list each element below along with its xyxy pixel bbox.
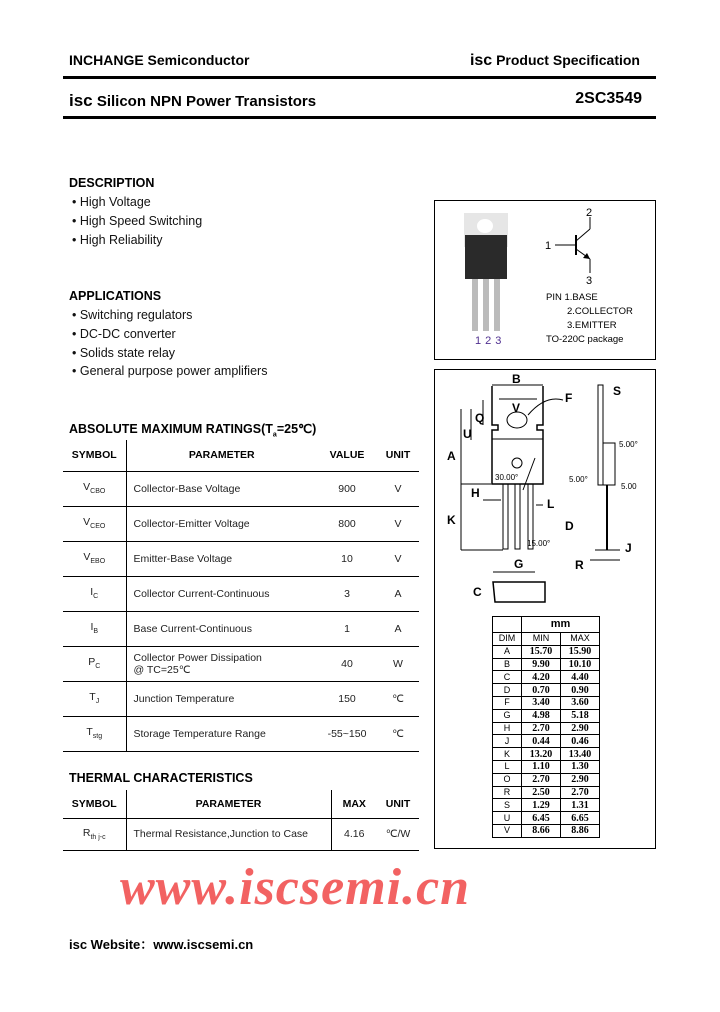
table-row [63,506,419,541]
svg-text:A: A [447,449,456,463]
value: 3 [317,576,377,611]
isc-logo-text: isc [69,91,93,110]
thermal-table: SYMBOL PARAMETER MAX UNIT $R_{th j-c}$ Thermal Resistance,Junction to Case 4.16 ℃/W [63,790,419,851]
unit: A [377,576,419,611]
value: 40 [317,646,377,681]
npn-transistor-symbol-icon [540,207,610,287]
unit: A [377,611,419,646]
applications-item: • General purpose power amplifiers [72,364,268,379]
svg-text:5.00: 5.00 [621,482,637,491]
svg-text:L: L [547,497,555,511]
applications-item: • Solids state relay [72,345,176,360]
min: 6.45 [522,812,561,825]
max: 0.46 [561,735,600,748]
svg-text:2: 2 [586,207,593,219]
min: 13.20 [522,748,561,761]
dim: R [493,786,522,799]
dimension-row [493,748,600,761]
description-item: • High Speed Switching [72,213,203,228]
table-row [63,611,419,646]
symbol: $V_{EBO}$ [63,541,126,576]
max: 2.70 [561,786,600,799]
min: 2.50 [522,786,561,799]
dimension-row [493,696,600,709]
symbol: $R_{th j-c}$ [63,818,126,850]
dimension-row [493,812,600,825]
dim: H [493,722,522,735]
value: 10 [317,541,377,576]
dimension-row [493,799,600,812]
symbol: $I_C$ [63,576,126,611]
dimension-row [493,824,600,837]
pinout-box [434,200,656,360]
dim: J [493,735,522,748]
svg-text:V: V [512,401,521,415]
unit: V [377,541,419,576]
dimensions-table: mm DIM MIN MAX A 15.70 15.90 B 9.90 10.10 C 4.20 4.40 D 0.70 0.90 F 3.40 3.60 G 4.98 5.18 H 2.70 2.90 J 0.44 0.46 K 13.20 13.40 L 1.10 1.30 O 2.70 2.90 R 2.50 2.70 S 1.29 1.31 U 6.45 6.65 V 8.66 8.86 [492,616,600,838]
parameter: Collector Current-Continuous [126,576,317,611]
footer-website: isc Website：www.iscsemi.cn [69,937,254,952]
svg-text:3: 3 [586,275,593,287]
svg-text:U: U [463,427,472,441]
svg-text:R: R [575,558,584,572]
dim: F [493,696,522,709]
dim: V [493,824,522,837]
min: 15.70 [522,645,561,658]
part-number: 2SC3549 [575,90,642,107]
dim: A [493,645,522,658]
website-link[interactable]: www.iscsemi.cn [153,937,254,952]
dim: L [493,760,522,773]
symbol: $V_{CEO}$ [63,506,126,541]
dimension-row [493,658,600,671]
unit: V [377,506,419,541]
table-row [63,471,419,506]
applications-item: • DC-DC converter [72,326,176,341]
dimension-row [493,671,600,684]
pin-numbers: 123 [475,335,506,347]
svg-text:15.00°: 15.00° [527,539,551,548]
svg-text:F: F [565,391,573,405]
parameter: Junction Temperature [126,681,317,716]
thermal-heading: THERMAL CHARACTERISTICS [69,771,253,785]
svg-text:5.00°: 5.00° [569,475,588,484]
title-rule [63,116,656,119]
ratings-table: SYMBOL PARAMETER VALUE UNIT $V_{CBO}$ Collector-Base Voltage 900 V $V_{CEO}$ Collector-Emitter Voltage 800 V $V_{EBO}$ Emitter-Base Voltage 10 V $I_C$ Collector Current-Continuous 3 A $I_B$ Base Current-Continuous 1 A $P_C$ Collector Power Dissipation @ TC=25℃ 40 W $T_J$ Junction Temperature 150 ℃ $T_{stg}$ Storage Temperature Range -55~150 ℃ [63,440,419,752]
header-rule [63,76,656,79]
svg-text:1: 1 [545,240,552,252]
parameter: Storage Temperature Range [126,716,317,751]
svg-text:H: H [471,486,480,500]
min: 4.20 [522,671,561,684]
parameter: Collector-Emitter Voltage [126,506,317,541]
min: 8.66 [522,824,561,837]
dimension-row [493,773,600,786]
symbol: $T_{stg}$ [63,716,126,751]
description-heading: DESCRIPTION [69,176,155,190]
min: 1.29 [522,799,561,812]
max: 1.31 [561,799,600,812]
dim: O [493,773,522,786]
unit: ℃ [377,681,419,716]
min: 2.70 [522,773,561,786]
dim: U [493,812,522,825]
parameter: Collector Power Dissipation @ TC=25℃ [126,646,317,681]
svg-text:D: D [565,519,574,533]
table-row [63,716,419,751]
title-text: Silicon NPN Power Transistors [96,93,317,110]
dim: G [493,709,522,722]
min: 0.70 [522,684,561,697]
value: -55~150 [317,716,377,751]
applications-item: • Switching regulators [72,308,193,322]
max: 4.40 [561,671,600,684]
svg-text:K: K [447,513,456,527]
table-row [63,818,419,850]
svg-text:J: J [625,541,632,555]
transistor-photo [462,213,510,331]
svg-text:G: G [514,557,524,571]
dimension-row [493,760,600,773]
dim: K [493,748,522,761]
unit: W [377,646,419,681]
dim: B [493,658,522,671]
min: 9.90 [522,658,561,671]
watermark: www.iscsemi.cn [120,859,471,916]
dimension-row [493,684,600,697]
applications-heading: APPLICATIONS [69,289,162,303]
value: 900 [317,471,377,506]
isc-logo-text: isc [469,52,493,69]
dimension-row [493,786,600,799]
unit: V [377,471,419,506]
spec-text: Product Specification [496,52,640,68]
parameter: Collector-Base Voltage [126,471,317,506]
parameter: Emitter-Base Voltage [126,541,317,576]
min: 1.10 [522,760,561,773]
min: 3.40 [522,696,561,709]
value: 1 [317,611,377,646]
page-title [69,91,316,111]
parameter: Base Current-Continuous [126,611,317,646]
max: 15.90 [561,645,600,658]
max: 2.90 [561,773,600,786]
value: 4.16 [331,818,377,850]
symbol: $V_{CBO}$ [63,471,126,506]
package-dimension-drawing [435,370,655,615]
max: 2.90 [561,722,600,735]
min: 4.98 [522,709,561,722]
dimension-row [493,709,600,722]
dimension-row [493,645,600,658]
max: 6.65 [561,812,600,825]
max: 0.90 [561,684,600,697]
svg-text:S: S [613,384,622,398]
min: 0.44 [522,735,561,748]
dim: S [493,799,522,812]
parameter: Thermal Resistance,Junction to Case [126,818,331,850]
max: 3.60 [561,696,600,709]
symbol: $T_J$ [63,681,126,716]
ratings-heading: ABSOLUTE MAXIMUM $RATINGS(T_a=25℃)$ [69,422,317,439]
svg-text:Q: Q [475,411,485,425]
min: 2.70 [522,722,561,735]
value: 800 [317,506,377,541]
unit: ℃/W [377,818,419,850]
symbol: $P_C$ [63,646,126,681]
svg-text:30.00°: 30.00° [495,473,519,482]
company-name: INCHANGE Semiconductor [69,52,250,68]
symbol: $I_B$ [63,611,126,646]
svg-text:C: C [473,585,482,599]
description-item: • High Reliability [72,232,163,247]
spec-label [470,52,640,70]
max: 10.10 [561,658,600,671]
table-row [63,681,419,716]
max: 8.86 [561,824,600,837]
dim: C [493,671,522,684]
dim: D [493,684,522,697]
max: 13.40 [561,748,600,761]
pin-legend: PIN 1.BASE 2.COLLECTOR 3.EMITTER TO-220C package [546,292,633,345]
table-row [63,646,419,681]
table-row [63,576,419,611]
dimension-row [493,722,600,735]
description-item: • High Voltage [72,195,151,209]
svg-text:B: B [512,372,521,386]
value: 150 [317,681,377,716]
svg-text:5.00°: 5.00° [619,440,638,449]
max: 5.18 [561,709,600,722]
dimension-row [493,735,600,748]
max: 1.30 [561,760,600,773]
unit: ℃ [377,716,419,751]
table-row [63,541,419,576]
